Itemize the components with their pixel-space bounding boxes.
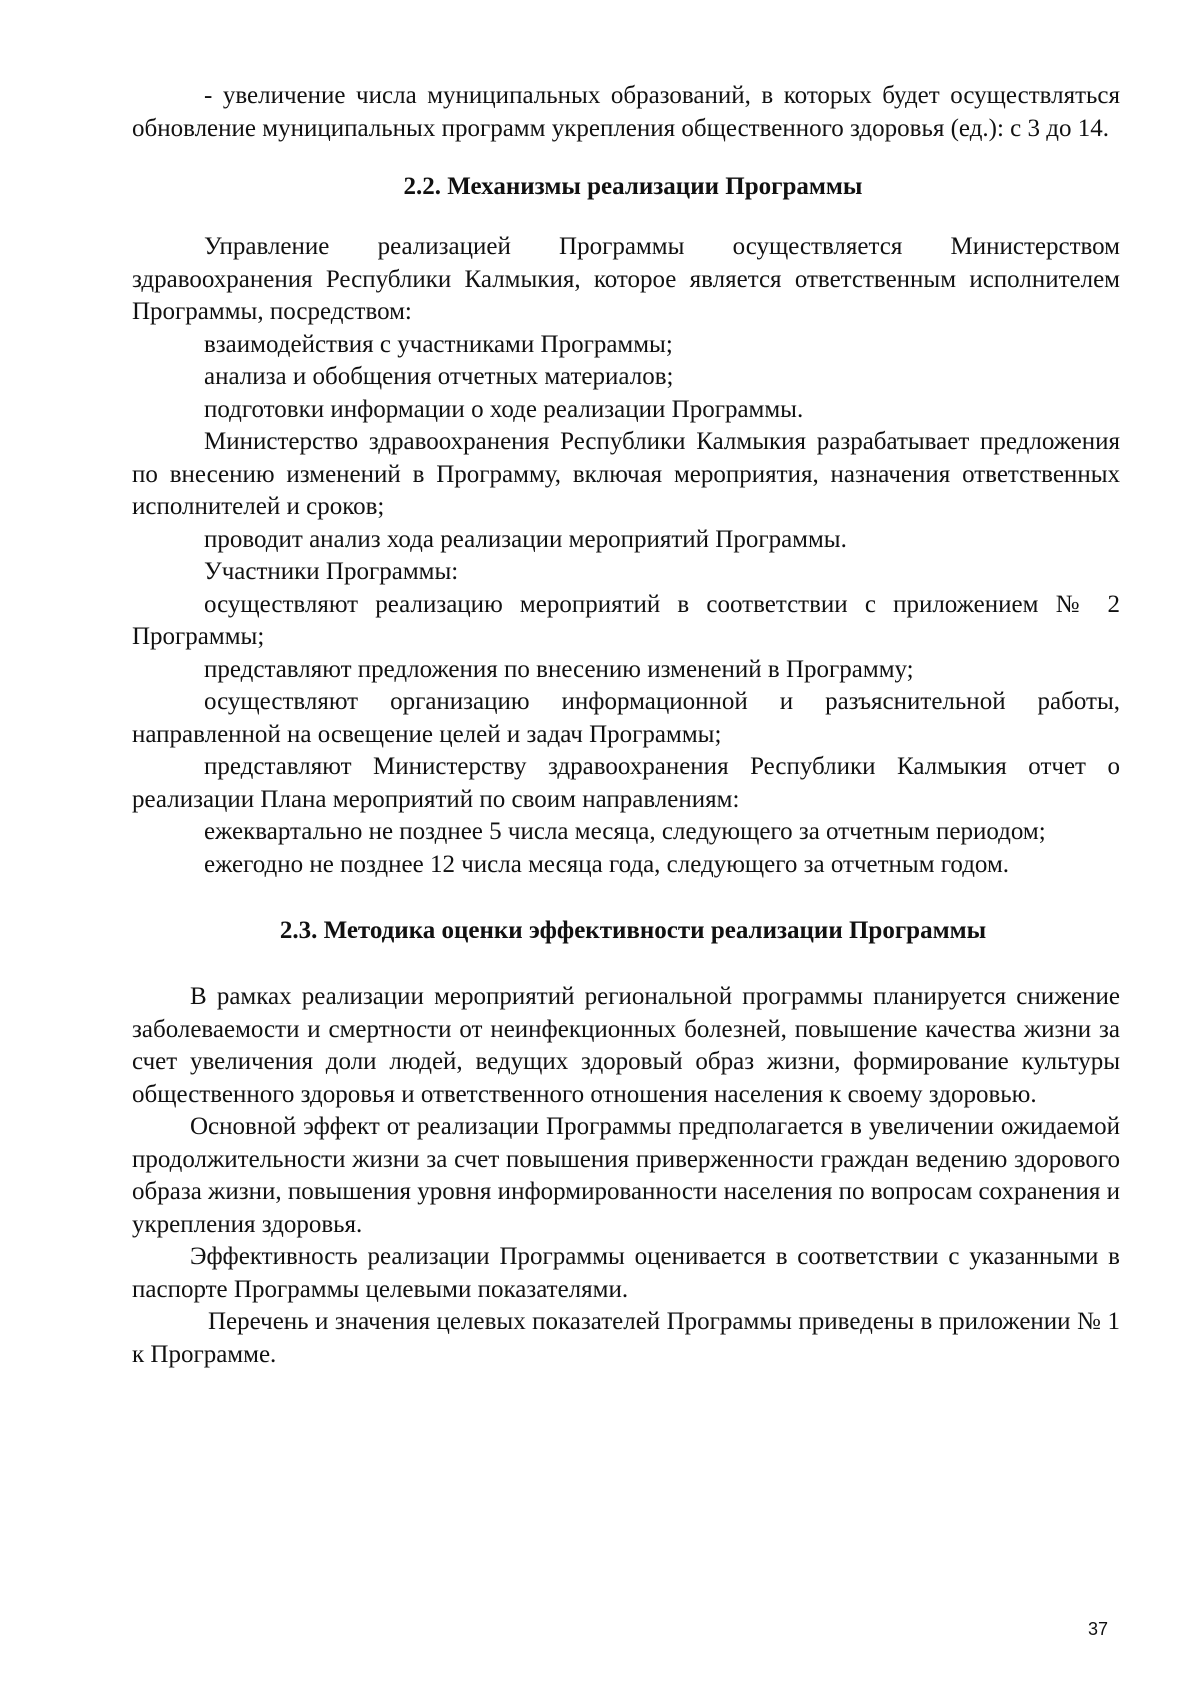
intro-paragraph: - увеличение числа муниципальных образований, в которых будет осуществляться обновление муниципальных программ укрепления общественного здоровья (ед.): с 3 до 14. [132, 82, 1120, 142]
list-item: ежегодно не позднее 12 числа месяца года, следующего за отчетным годом. [204, 850, 1010, 878]
paragraph: В рамках реализации мероприятий региональной программы планируется снижение заболеваемости и смертности от неинфекционных болезней, повышение качества жизни за счет увеличения доли людей, ведущих здоровый образ жизни, формирование культуры общественного здоровья и ответственного отношения населения к своему здоровью. [132, 983, 1120, 1108]
list-item: представляют предложения по внесению изменений в Программу; [204, 655, 914, 683]
paragraph: Управление реализацией Программы осуществляется Министерством здравоохранения Республики Калмыкия, которое является ответственным исполнителем Программы, посредством: [132, 233, 1120, 325]
list-item: анализа и обобщения отчетных материалов; [204, 363, 674, 390]
document-page [132, 80, 1120, 1371]
list-item: осуществляют реализацию мероприятий в соответствии с приложением № 2 Программы; [132, 590, 1120, 650]
list-item: подготовки информации о ходе реализации Программы. [204, 395, 804, 423]
section-heading-methodology: 2.3. Методика оценки эффективности реализации Программы [279, 917, 987, 944]
section-mechanisms-body [132, 231, 1120, 881]
section-methodology-body [132, 981, 1120, 1371]
page-number: 37 [1087, 1619, 1108, 1639]
paragraph: Основной эффект от реализации Программы предполагается в увеличении ожидаемой продолжительности жизни за счет повышения приверженности граждан ведению здорового образа жизни, повышения уровня информированности населения по вопросам сохранения и укрепления здоровья. [132, 1113, 1120, 1238]
list-item: взаимодействия с участниками Программы; [204, 330, 673, 358]
paragraph: Участники Программы: [204, 558, 459, 585]
section-heading-mechanisms: 2.2. Механизмы реализации Программы [403, 173, 863, 200]
list-item: проводит анализ хода реализации мероприятий Программы. [204, 525, 847, 553]
paragraph: Министерство здравоохранения Республики Калмыкия разрабатывает предложения по внесению изменений в Программу, включая мероприятия, назначения ответственных исполнителей и сроков; [132, 428, 1120, 520]
list-item: осуществляют организацию информационной и разъяснительной работы, направленной на освещение целей и задач Программы; [132, 688, 1120, 748]
paragraph: Перечень и значения целевых показателей Программы приведены в приложении № 1 к Программе. [132, 1308, 1120, 1368]
list-item: ежеквартально не позднее 5 числа месяца, следующего за отчетным периодом; [204, 818, 1046, 845]
list-item: представляют Министерству здравоохранения Республики Калмыкия отчет о реализации Плана мероприятий по своим направлениям: [132, 753, 1120, 813]
paragraph: Эффективность реализации Программы оценивается в соответствии с указанными в паспорте Программы целевыми показателями. [132, 1243, 1120, 1303]
